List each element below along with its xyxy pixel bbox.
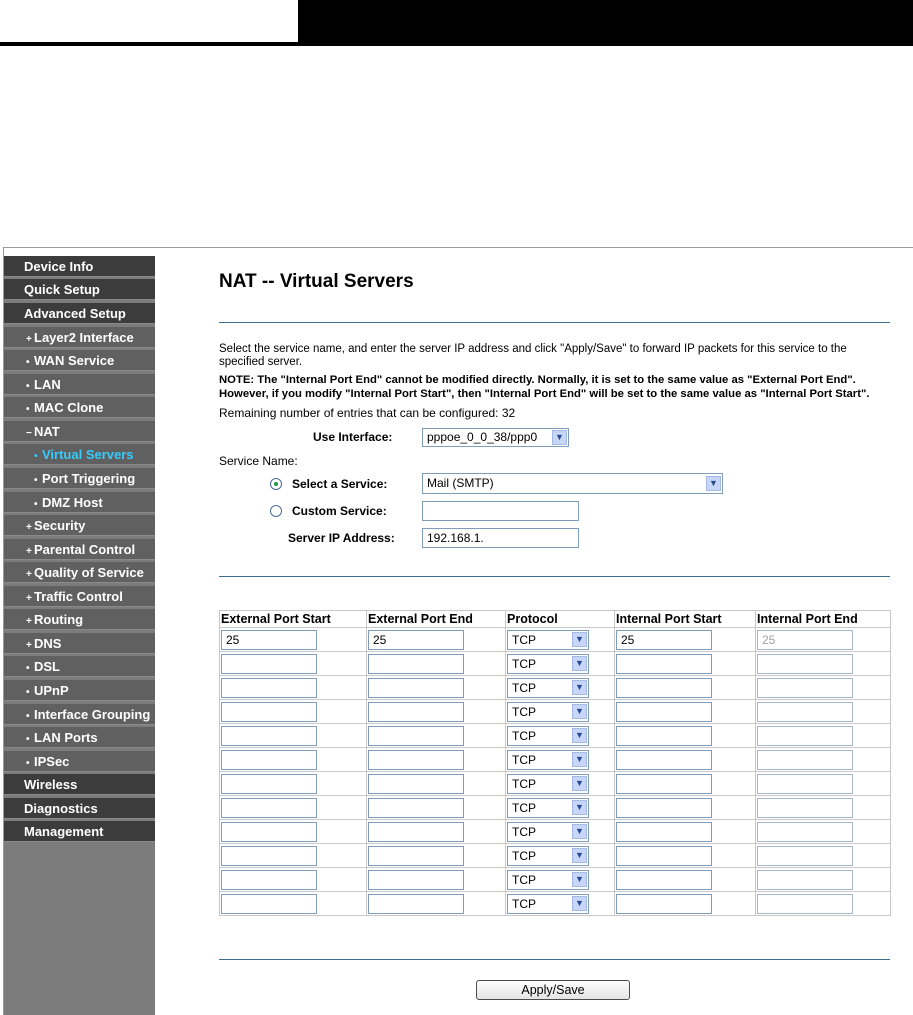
sidebar-item-advanced-setup[interactable] [4,303,155,324]
sidebar-item-label: Quality of Service [34,565,144,581]
table-cell [367,676,506,700]
protocol-value: TCP [512,632,536,647]
table-cell [756,796,891,820]
server-ip-label: Server IP Address: [288,531,395,545]
table-cell [220,796,367,820]
table-cell [367,772,506,796]
use-interface-label: Use Interface: [313,430,393,444]
protocol-value: TCP [512,872,536,887]
table-cell [220,724,367,748]
table-cell [367,748,506,772]
table-cell [220,652,367,676]
internal-port-end-input[interactable] [757,726,853,746]
chevron-down-icon: ▼ [572,704,587,719]
sidebar-item-label: Wireless [24,777,78,793]
chevron-down-icon: ▼ [572,872,587,887]
internal-port-end-input[interactable] [757,870,853,890]
table-cell [367,628,506,652]
table-row [220,676,891,700]
external-port-end-input[interactable] [368,774,464,794]
internal-port-start-input[interactable] [616,846,712,866]
col-header-int-start: Internal Port Start [615,611,756,628]
external-port-start-input[interactable] [221,774,317,794]
external-port-start-input[interactable] [221,870,317,890]
select-service-radio[interactable] [270,478,282,490]
table-cell [615,724,756,748]
sidebar-nav [4,256,155,1015]
table-cell [506,748,615,772]
table-cell [756,844,891,868]
table-cell [615,892,756,916]
protocol-value: TCP [512,704,536,719]
table-cell [220,700,367,724]
col-header-ext-end: External Port End [367,611,506,628]
external-port-end-input[interactable] [368,654,464,674]
chevron-down-icon: ▼ [572,800,587,815]
table-cell [506,868,615,892]
sidebar-item-label: MAC Clone [34,400,104,416]
protocol-select[interactable] [507,846,589,866]
bullet-icon: • [34,451,38,463]
protocol-value: TCP [512,728,536,743]
external-port-end-input[interactable]: 25 [368,630,464,650]
sidebar-item-upnp[interactable] [4,680,155,701]
chevron-down-icon: ▼ [552,430,567,445]
sidebar-item-label: Quick Setup [24,282,100,298]
internal-port-start-input[interactable] [616,702,712,722]
header-black-bar [298,0,913,42]
col-header-int-end: Internal Port End [756,611,891,628]
table-cell [756,700,891,724]
table-row [220,892,891,916]
table-cell [756,868,891,892]
table-cell [756,724,891,748]
bullet-icon: + [26,545,32,557]
table-cell [756,892,891,916]
protocol-select[interactable] [507,726,589,746]
sidebar-item-security[interactable] [4,515,155,536]
apply-save-button[interactable]: Apply/Save [476,980,630,1000]
note-text: NOTE: The "Internal Port End" cannot be modified directly. Normally, it is set to the same value as "External Port End". [219,374,856,386]
chevron-down-icon: ▼ [572,896,587,911]
sidebar-item-virtual-servers[interactable] [4,444,155,465]
internal-port-end-input[interactable] [757,798,853,818]
protocol-value: TCP [512,776,536,791]
table-cell [367,724,506,748]
col-header-ext-start: External Port Start [220,611,367,628]
table-row [220,844,891,868]
main-content [155,247,913,1015]
use-interface-value: pppoe_0_0_38/ppp0 [427,430,538,444]
table-cell [220,820,367,844]
protocol-value: TCP [512,656,536,671]
divider [219,576,890,577]
table-cell [220,844,367,868]
protocol-select[interactable] [507,702,589,722]
internal-port-end-input[interactable] [757,822,853,842]
internal-port-end-input[interactable] [757,846,853,866]
sidebar-item-dmz-host[interactable] [4,492,155,513]
bullet-icon: + [26,592,32,604]
internal-port-start-input[interactable] [616,750,712,770]
remaining-entries: Remaining number of entries that can be configured: 32 [219,406,516,420]
table-cell [756,748,891,772]
sidebar-item-mac-clone[interactable] [4,397,155,418]
table-row [220,748,891,772]
sidebar-item-label: Device Info [24,259,94,274]
external-port-end-input[interactable] [368,702,464,722]
sidebar-item-wan-service[interactable] [4,350,155,371]
chevron-down-icon: ▼ [706,476,721,491]
note-text-cont: However, if you modify "Internal Port Start", then "Internal Port End" will be set to the same value as "Internal Port Start". [219,388,870,400]
bullet-icon: + [26,333,32,345]
internal-port-start-input[interactable] [616,654,712,674]
bullet-icon: − [26,427,32,439]
chevron-down-icon: ▼ [572,752,587,767]
server-ip-input[interactable]: 192.168.1. [422,528,579,548]
sidebar-item-label: NAT [34,423,60,439]
custom-service-radio[interactable] [270,505,282,517]
table-row [220,868,891,892]
table-cell [367,652,506,676]
sidebar-item-dsl[interactable] [4,656,155,677]
internal-port-start-input[interactable] [616,894,712,914]
sidebar-item-label: LAN Ports [34,730,98,745]
table-cell [615,628,756,652]
internal-port-end-input[interactable] [757,894,853,914]
external-port-start-input[interactable] [221,654,317,674]
sidebar-item-label: Traffic Control [34,588,123,604]
protocol-value: TCP [512,824,536,839]
table-cell [220,676,367,700]
bullet-icon: • [26,663,30,675]
sidebar-item-port-triggering[interactable] [4,468,155,489]
protocol-select[interactable] [507,630,589,650]
sidebar-item-label: Management [24,824,104,840]
table-cell [506,772,615,796]
table-cell [756,676,891,700]
sidebar-item-label: WAN Service [34,353,115,368]
sidebar-item-label: Advanced Setup [24,306,126,321]
select-service-label: Select a Service: [292,477,388,491]
protocol-select[interactable] [507,870,589,890]
table-cell [756,820,891,844]
protocol-select[interactable] [507,654,589,674]
table-row [220,628,891,652]
table-row [220,796,891,820]
table-cell [367,796,506,820]
custom-service-label: Custom Service: [292,504,387,518]
table-row [220,652,891,676]
sidebar-item-label: Routing [34,612,84,628]
internal-port-start-input[interactable] [616,798,712,818]
protocol-value: TCP [512,680,536,695]
sidebar-item-label: IPSec [34,753,70,769]
external-port-start-input[interactable]: 25 [221,630,317,650]
table-cell [615,748,756,772]
table-cell [615,868,756,892]
table-cell [367,820,506,844]
bullet-icon: • [34,475,38,486]
external-port-start-input[interactable] [221,750,317,770]
sidebar-item-label: LAN [34,376,61,392]
sidebar-item-label: Security [34,518,86,533]
external-port-end-input[interactable] [368,798,464,818]
table-cell [506,796,615,820]
router-web-ui [3,247,913,1015]
table-cell [220,892,367,916]
sidebar-item-traffic-control[interactable] [4,586,155,607]
protocol-value: TCP [512,752,536,767]
sidebar-item-diagnostics[interactable] [4,798,155,819]
sidebar-item-dns[interactable] [4,633,155,654]
table-cell [756,628,891,652]
external-port-end-input[interactable] [368,750,464,770]
external-port-start-input[interactable] [221,894,317,914]
external-port-start-input[interactable] [221,846,317,866]
bullet-icon: • [26,734,30,745]
table-cell [220,868,367,892]
sidebar-item-lan-ports[interactable] [4,727,155,748]
external-port-end-input[interactable] [368,894,464,914]
table-cell [506,652,615,676]
external-port-end-input[interactable] [368,870,464,890]
sidebar-item-routing[interactable] [4,609,155,630]
sidebar-item-quality-of-service[interactable] [4,562,155,583]
external-port-end-input[interactable] [368,822,464,842]
table-cell [615,676,756,700]
sidebar-item-nat[interactable] [4,421,155,442]
internal-port-start-input[interactable]: 25 [616,630,712,650]
sidebar-item-label: Interface Grouping [34,706,151,722]
sidebar-item-wireless[interactable] [4,774,155,795]
custom-service-input[interactable] [422,501,579,521]
protocol-select[interactable] [507,822,589,842]
sidebar-item-management[interactable] [4,821,155,842]
sidebar-item-interface-grouping[interactable] [4,704,155,725]
external-port-start-input[interactable] [221,822,317,842]
bullet-icon: • [26,710,30,722]
internal-port-start-input[interactable] [616,678,712,698]
table-cell [367,700,506,724]
table-cell [506,676,615,700]
sidebar-item-quick-setup[interactable] [4,279,155,300]
protocol-value: TCP [512,896,536,911]
bullet-icon: + [26,569,32,581]
sidebar-item-label: DNS [34,635,62,651]
table-cell [506,844,615,868]
bullet-icon: + [26,616,32,628]
bullet-icon: • [26,380,30,392]
internal-port-start-input[interactable] [616,774,712,794]
internal-port-start-input[interactable] [616,726,712,746]
internal-port-end-input[interactable] [757,750,853,770]
table-row [220,724,891,748]
table-row [220,700,891,724]
chevron-down-icon: ▼ [572,824,587,839]
table-cell [506,820,615,844]
service-select[interactable] [422,473,723,494]
chevron-down-icon: ▼ [572,848,587,863]
table-cell [220,772,367,796]
external-port-start-input[interactable] [221,678,317,698]
sidebar-item-label: Parental Control [34,541,136,557]
protocol-select[interactable] [507,678,589,698]
chevron-down-icon: ▼ [572,680,587,695]
page-title: NAT -- Virtual Servers [219,271,414,292]
internal-port-end-input[interactable] [757,774,853,794]
sidebar-item-ipsec[interactable] [4,751,155,772]
table-cell [615,796,756,820]
use-interface-select[interactable] [422,428,569,447]
protocol-select[interactable] [507,750,589,770]
sidebar-item-device-info[interactable] [4,256,155,277]
protocol-select[interactable] [507,894,589,914]
sidebar-item-layer2-interface[interactable] [4,327,155,348]
description-text-cont: specified server. [219,356,303,368]
internal-port-start-input[interactable] [616,822,712,842]
sidebar-item-label: Diagnostics [24,800,98,816]
table-cell [615,820,756,844]
port-mapping-table [219,610,891,916]
table-cell [615,772,756,796]
table-cell [615,844,756,868]
divider [219,959,890,960]
external-port-start-input[interactable] [221,726,317,746]
chevron-down-icon: ▼ [572,776,587,791]
protocol-select[interactable] [507,774,589,794]
header-rule [0,42,913,46]
bullet-icon: • [26,404,30,416]
external-port-end-input[interactable] [368,846,464,866]
protocol-value: TCP [512,848,536,863]
table-header-row [220,611,891,628]
bullet-icon: • [26,357,30,368]
external-port-start-input[interactable] [221,798,317,818]
divider [219,322,890,323]
bullet-icon: + [26,639,32,651]
chevron-down-icon: ▼ [572,656,587,671]
col-header-protocol: Protocol [506,611,615,628]
bullet-icon: + [26,522,32,533]
chevron-down-icon: ▼ [572,728,587,743]
table-cell [506,628,615,652]
table-cell [506,700,615,724]
sidebar-item-label: Virtual Servers [42,447,134,463]
bullet-icon: • [26,757,30,769]
internal-port-end-input[interactable]: 25 [757,630,853,650]
table-cell [367,868,506,892]
table-cell [756,652,891,676]
table-cell [615,700,756,724]
table-cell [615,652,756,676]
sidebar-item-parental-control[interactable] [4,539,155,560]
radio-selected-dot [274,482,278,486]
external-port-end-input[interactable] [368,678,464,698]
description-text: Select the service name, and enter the server IP address and click "Apply/Save" to forward IP packets for this service to the [219,343,847,355]
internal-port-end-input[interactable] [757,654,853,674]
table-cell [367,844,506,868]
table-row [220,772,891,796]
protocol-value: TCP [512,800,536,815]
table-cell [756,772,891,796]
table-cell [506,892,615,916]
sidebar-item-label: Layer2 Interface [34,329,134,345]
service-name-label: Service Name: [219,454,298,468]
sidebar-item-label: Port Triggering [42,471,136,486]
external-port-end-input[interactable] [368,726,464,746]
internal-port-end-input[interactable] [757,678,853,698]
bullet-icon: • [34,498,38,510]
table-cell [506,724,615,748]
external-port-start-input[interactable] [221,702,317,722]
table-cell [367,892,506,916]
chevron-down-icon: ▼ [572,632,587,647]
internal-port-start-input[interactable] [616,870,712,890]
bullet-icon: • [26,687,30,698]
table-cell [220,628,367,652]
sidebar-item-label: DSL [34,659,60,675]
internal-port-end-input[interactable] [757,702,853,722]
service-select-value: Mail (SMTP) [427,476,494,490]
sidebar-item-lan[interactable] [4,374,155,395]
table-row [220,820,891,844]
sidebar-item-label: UPnP [34,683,69,698]
sidebar-item-label: DMZ Host [42,494,103,510]
protocol-select[interactable] [507,798,589,818]
table-cell [220,748,367,772]
